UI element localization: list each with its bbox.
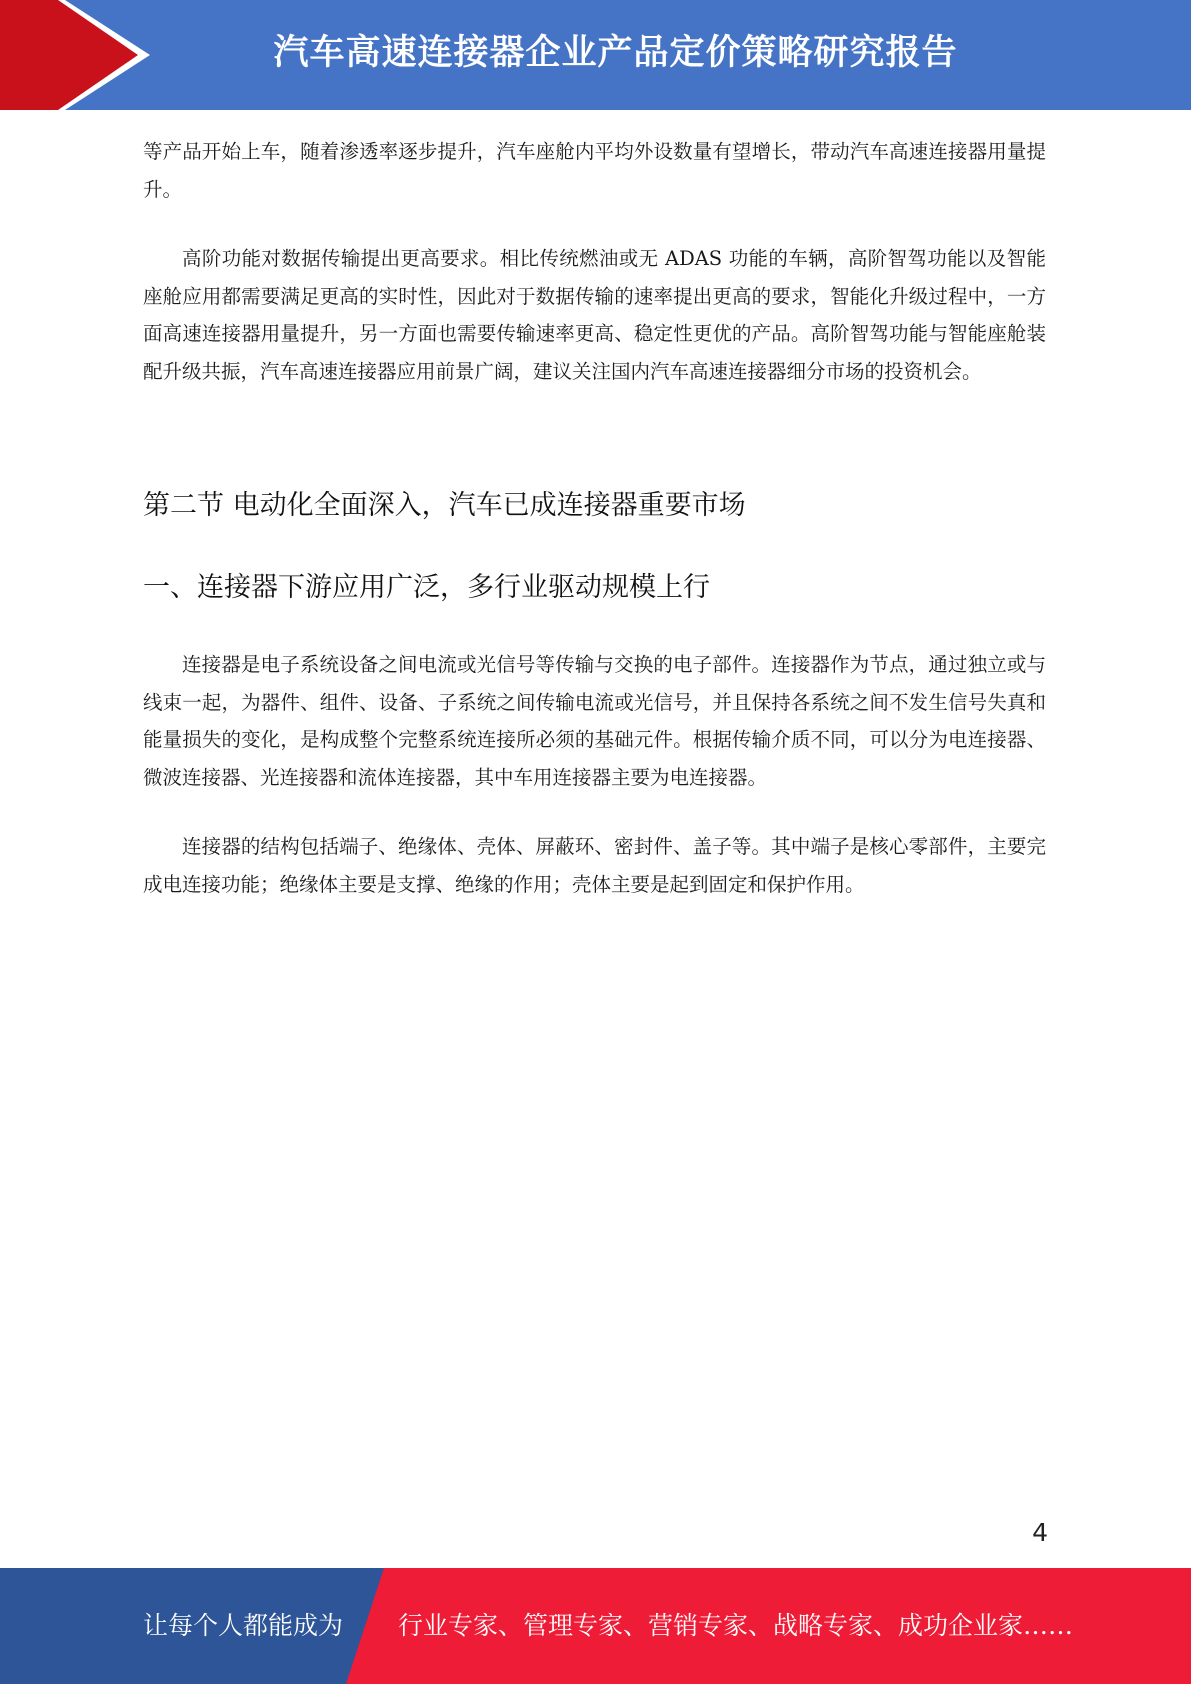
paragraph-continuation: 等产品开始上车，随着渗透率逐步提升，汽车座舱内平均外设数量有望增长，带动汽车高速连接器用量提升。 — [143, 140, 1046, 201]
sub-heading: 一、连接器下游应用广泛，多行业驱动规模上行 — [143, 572, 710, 603]
footer-slogan-left: 让每个人都能成为 — [143, 1611, 344, 1640]
header-chevron-decoration — [0, 0, 160, 110]
main-content — [143, 133, 1046, 903]
paragraph-high-level-functions: 高阶功能对数据传输提出更高要求。相比传统燃油或无 ADAS 功能的车辆，高阶智驾功能以及智能座舱应用都需要满足更高的实时性，因此对于数据传输的速率提出更高的要求，智能化升级过程中，一方面高速连接器用量提升，另一方面也需要传输速率更高、稳定性更优的产品。高阶智驾功能与智能座舱装配升级共振，汽车高速连接器应用前景广阔，建议关注国内汽车高速连接器细分市场的投资机会。 — [143, 247, 1046, 383]
paragraph-connector-structure: 连接器的结构包括端子、绝缘体、壳体、屏蔽环、密封件、盖子等。其中端子是核心零部件，主要完成电连接功能；绝缘体主要是支撑、绝缘的作用；壳体主要是起到固定和保护作用。 — [143, 835, 1046, 896]
page-number: 4 — [1032, 1518, 1048, 1547]
page-footer — [0, 1568, 1191, 1684]
section-heading: 第二节 电动化全面深入，汽车已成连接器重要市场 — [143, 490, 746, 521]
paragraph-connector-definition: 连接器是电子系统设备之间电流或光信号等传输与交换的电子部件。连接器作为节点，通过独立或与线束一起，为器件、组件、设备、子系统之间传输电流或光信号，并且保持各系统之间不发生信号失真和能量损失的变化，是构成整个完整系统连接所必须的基础元件。根据传输介质不同，可以分为电连接器、微波连接器、光连接器和流体连接器，其中车用连接器主要为电连接器。 — [143, 653, 1046, 789]
page-header — [0, 0, 1191, 110]
footer-slogan-right: 行业专家、管理专家、营销专家、战略专家、成功企业家…… — [398, 1611, 1074, 1640]
report-title: 汽车高速连接器企业产品定价策略研究报告 — [273, 33, 958, 73]
